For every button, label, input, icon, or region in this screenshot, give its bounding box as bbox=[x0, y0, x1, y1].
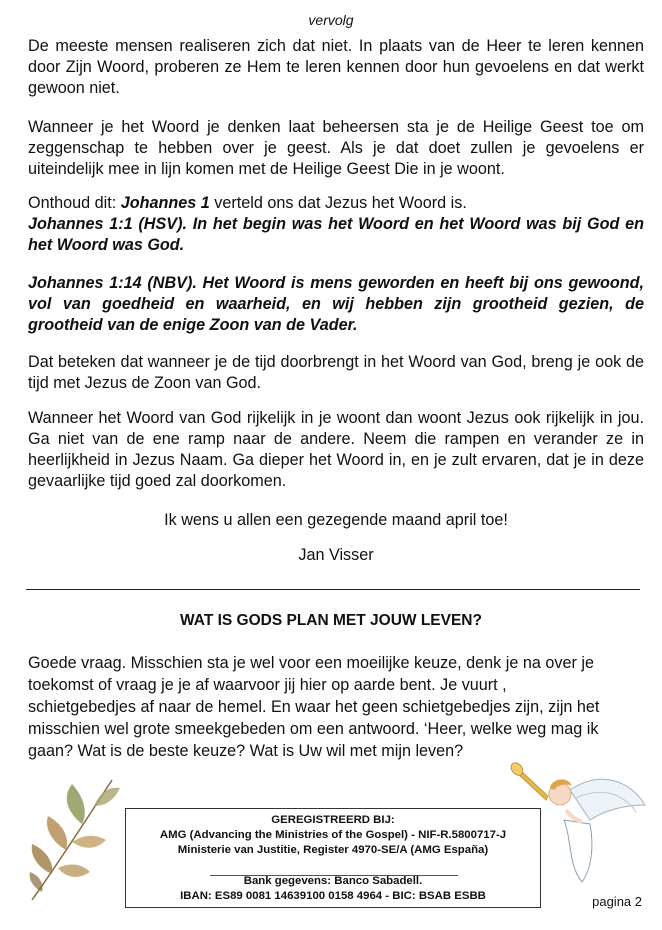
article-paragraph-3 bbox=[28, 193, 644, 214]
verse-john-1-1: Johannes 1:1 (HSV). In het begin was het Woord en het Woord was bij God en het Woord was God. bbox=[28, 215, 644, 254]
verse-john-1-14: Johannes 1:14 (NBV). Het Woord is mens geworden en heeft bij ons gewoond, vol van goedheid en waarheid, en wij hebben zijn grootheid gezien, de grootheid van de enige Zoon van de Vader. bbox=[28, 274, 644, 334]
continued-label: vervolg bbox=[308, 12, 354, 28]
article-paragraph-1: De meeste mensen realiseren zich dat niet. In plaats van de Heer te leren kennen door Zijn Woord, proberen ze Hem te leren kennen door hun gevoelens en dat werkt gewoon niet. bbox=[28, 37, 644, 97]
signature: Jan Visser bbox=[298, 546, 374, 564]
scripture-ref: Johannes 1 bbox=[120, 194, 210, 212]
section-divider bbox=[26, 589, 640, 590]
section-heading: WAT IS GODS PLAN MET JOUW LEVEN? bbox=[180, 612, 482, 629]
article-paragraph-4: Dat beteken dat wanneer je de tijd doorbrengt in het Woord van God, breng je ook de tijd met Jezus de Zoon van God. bbox=[28, 353, 644, 392]
section-line: gaan? Wat is de beste keuze? Wat is Uw wil met mijn leven? bbox=[28, 742, 464, 760]
leaf-branch-icon bbox=[22, 772, 122, 902]
article-paragraph-2: Wanneer je het Woord je denken laat beheersen sta je de Heilige Geest toe om zeggenschap te hebben over je geest. Als je dat doet zullen je gevoelens er uiteindelijk mee in lijn komen met de Heilige Geest Die in je woont. bbox=[28, 118, 644, 178]
section-body bbox=[28, 652, 648, 762]
article-paragraph-5: Wanneer het Woord van God rijkelijk in je woont dan woont Jezus ook rijkelijk in jou. Ga niet van de ene ramp naar de andere. Neem die rampen en verander ze in heerlijkheid in Jezus Naam. Ga dieper het Woord in, en je zult ervaren, dat je in deze gevaarlijke tijd goed zal doorkomen. bbox=[28, 409, 644, 490]
section-line: toekomst of vraag je je af waarvoor jij hier op aarde bent. Je vuurt , bbox=[28, 676, 507, 694]
registration-amg: AMG (Advancing the Ministries of the Gospel) - NIF-R.5800717-J bbox=[159, 829, 507, 841]
remember-suffix: verteld ons dat Jezus het Woord is. bbox=[209, 194, 467, 212]
registration-title: GEREGISTREERD BIJ: bbox=[271, 814, 395, 826]
bank-details: Bank gegevens: Banco Sabadell. bbox=[243, 875, 423, 887]
section-line: misschien wel grote smeekgebeden om een antwoord. ‘Heer, welke weg mag ik bbox=[28, 720, 599, 738]
iban-bic: IBAN: ES89 0081 14639100 0158 4964 - BIC: BSAB ESBB bbox=[180, 890, 486, 902]
registration-box bbox=[125, 808, 541, 908]
page-number: pagina 2 bbox=[592, 894, 642, 909]
greeting: Ik wens u allen een gezegende maand april toe! bbox=[164, 511, 508, 529]
section-line: schietgebedjes af naar de hemel. En waar het geen schietgebedjes zijn, zijn het bbox=[28, 698, 600, 716]
section-line: Goede vraag. Misschien sta je wel voor een moeilijke keuze, denk je na over je bbox=[28, 654, 594, 672]
registration-ministry: Ministerie van Justitie, Register 4970-SE/A (AMG España) bbox=[177, 844, 489, 856]
remember-prefix: Onthoud dit: bbox=[28, 194, 121, 212]
